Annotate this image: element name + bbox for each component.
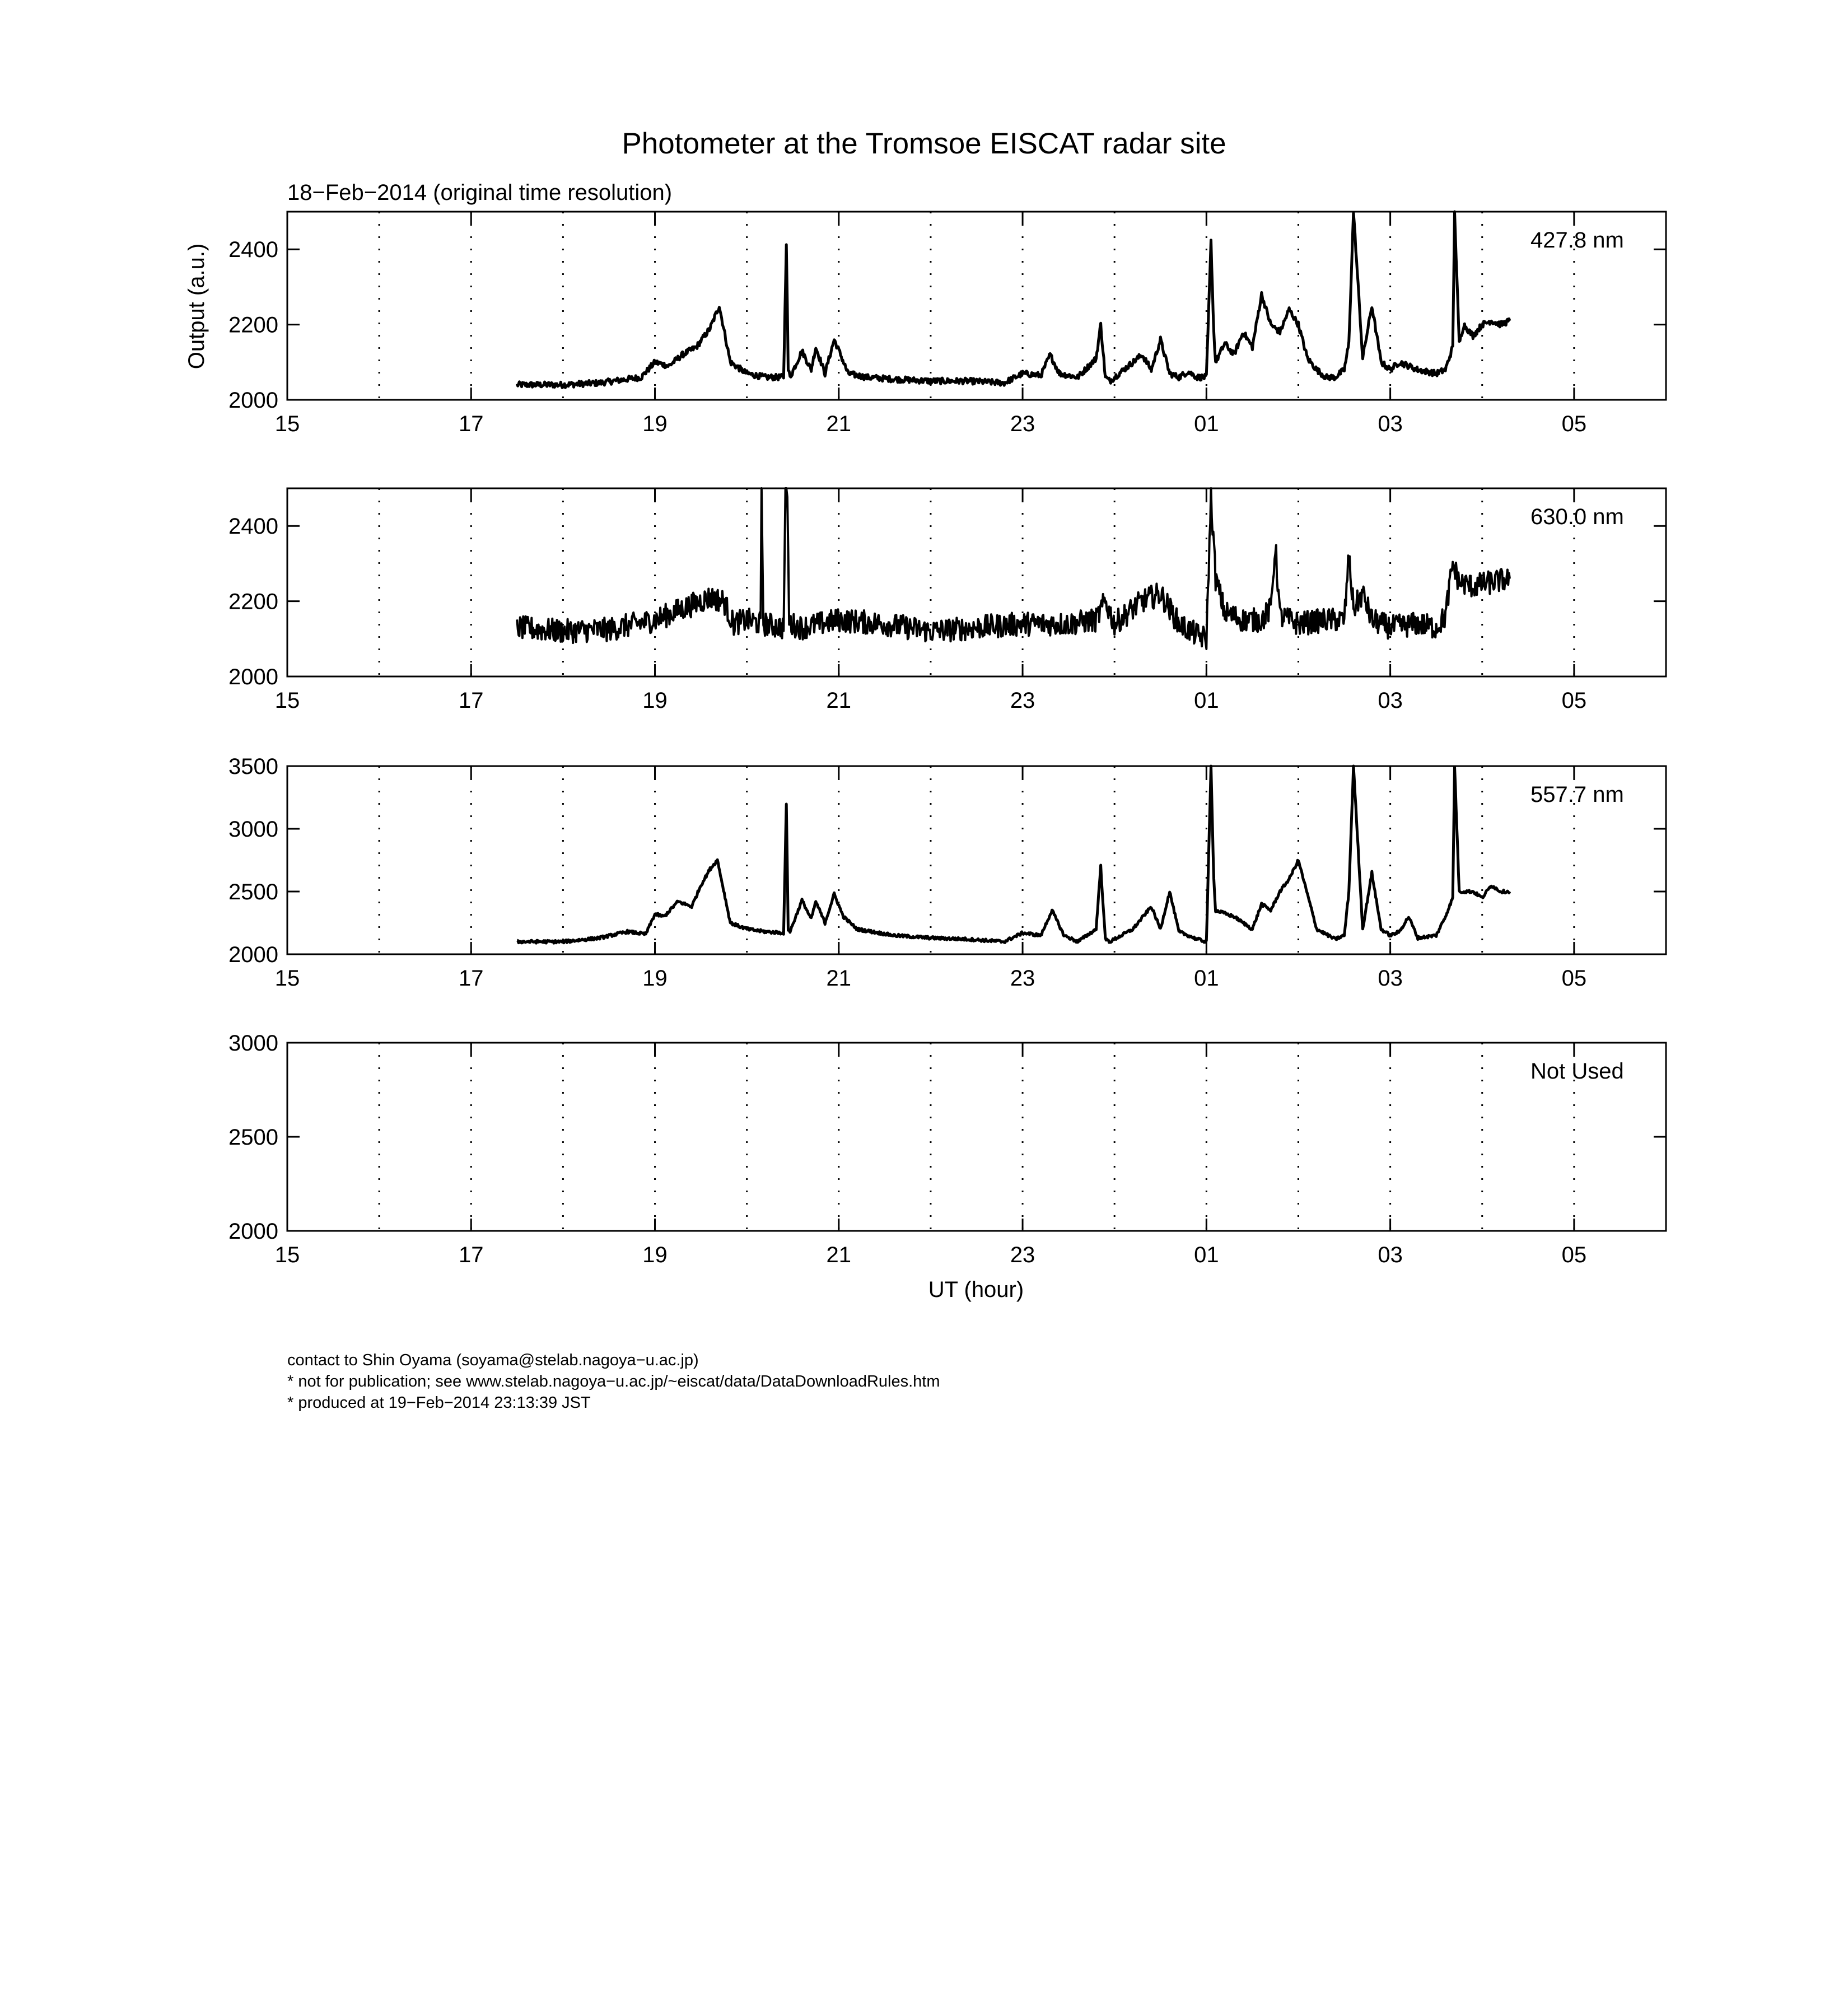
y-tick-label: 2000 [228, 1219, 278, 1244]
x-tick-label: 15 [274, 1243, 300, 1267]
y-tick-label: 3500 [228, 754, 278, 779]
x-tick-label: 03 [1378, 688, 1403, 713]
panel-4 [228, 1031, 1666, 1267]
y-tick-label: 2000 [228, 388, 278, 413]
x-tick-label: 15 [274, 688, 300, 713]
panel-label: 630.0 nm [1530, 505, 1624, 529]
x-tick-label: 05 [1561, 1243, 1587, 1267]
panel-label: 557.7 nm [1530, 782, 1624, 807]
y-tick-label: 2000 [228, 665, 278, 689]
y-tick-label: 2200 [228, 589, 278, 614]
panel-label: 427.8 nm [1530, 228, 1624, 253]
x-tick-label: 17 [459, 688, 484, 713]
x-tick-label: 19 [642, 688, 668, 713]
x-tick-label: 15 [274, 966, 300, 991]
x-tick-label: 21 [826, 412, 852, 436]
x-tick-label: 21 [826, 1243, 852, 1267]
y-tick-label: 3000 [228, 817, 278, 842]
y-tick-label: 2200 [228, 312, 278, 338]
footer-notes [287, 1350, 940, 1413]
footer-rules: * not for publication; see www.stelab.nagoya−u.ac.jp/~eiscat/data/DataDownloadRules.htm [287, 1373, 940, 1390]
y-tick-label: 2400 [228, 237, 278, 263]
x-tick-label: 23 [1010, 1243, 1035, 1267]
series-line [517, 766, 1510, 943]
x-tick-label: 19 [642, 966, 668, 991]
y-tick-label: 2500 [228, 1125, 278, 1150]
panel-label: Not Used [1530, 1059, 1624, 1084]
x-tick-label: 21 [826, 688, 852, 713]
panels-group [228, 212, 1666, 1267]
y-tick-label: 2500 [228, 880, 278, 904]
x-tick-label: 19 [642, 1243, 668, 1267]
x-tick-label: 17 [459, 966, 484, 991]
footer-contact: contact to Shin Oyama (soyama@stelab.nagoya−u.ac.jp) [287, 1351, 699, 1369]
x-tick-label: 23 [1010, 688, 1035, 713]
series-line [517, 212, 1510, 388]
x-tick-label: 05 [1561, 966, 1587, 991]
x-tick-label: 23 [1010, 966, 1035, 991]
x-tick-label: 01 [1194, 1243, 1219, 1267]
x-tick-label: 05 [1561, 688, 1587, 713]
panel-1 [228, 212, 1666, 436]
footer-produced: * produced at 19−Feb−2014 23:13:39 JST [287, 1394, 591, 1412]
x-tick-label: 05 [1561, 412, 1587, 436]
x-tick-label: 01 [1194, 412, 1219, 436]
x-tick-label: 19 [642, 412, 668, 436]
y-axis-label: Output (a.u.) [184, 243, 209, 370]
x-axis-label: UT (hour) [928, 1277, 1024, 1302]
panel-3 [228, 754, 1666, 991]
y-tick-label: 3000 [228, 1031, 278, 1056]
x-tick-label: 17 [459, 412, 484, 436]
x-tick-label: 03 [1378, 412, 1403, 436]
x-tick-label: 15 [274, 412, 300, 436]
y-tick-label: 2000 [228, 942, 278, 967]
panel-2 [228, 488, 1666, 713]
x-tick-label: 01 [1194, 688, 1219, 713]
x-tick-label: 03 [1378, 966, 1403, 991]
x-tick-label: 01 [1194, 966, 1219, 991]
x-tick-label: 03 [1378, 1243, 1403, 1267]
y-tick-label: 2400 [228, 514, 278, 539]
figure-title: Photometer at the Tromsoe EISCAT radar site [622, 127, 1226, 160]
x-tick-label: 17 [459, 1243, 484, 1267]
x-tick-label: 21 [826, 966, 852, 991]
x-tick-label: 23 [1010, 412, 1035, 436]
figure-subtitle: 18−Feb−2014 (original time resolution) [287, 180, 673, 205]
axes-frame [287, 1043, 1666, 1231]
series-line [517, 488, 1510, 648]
